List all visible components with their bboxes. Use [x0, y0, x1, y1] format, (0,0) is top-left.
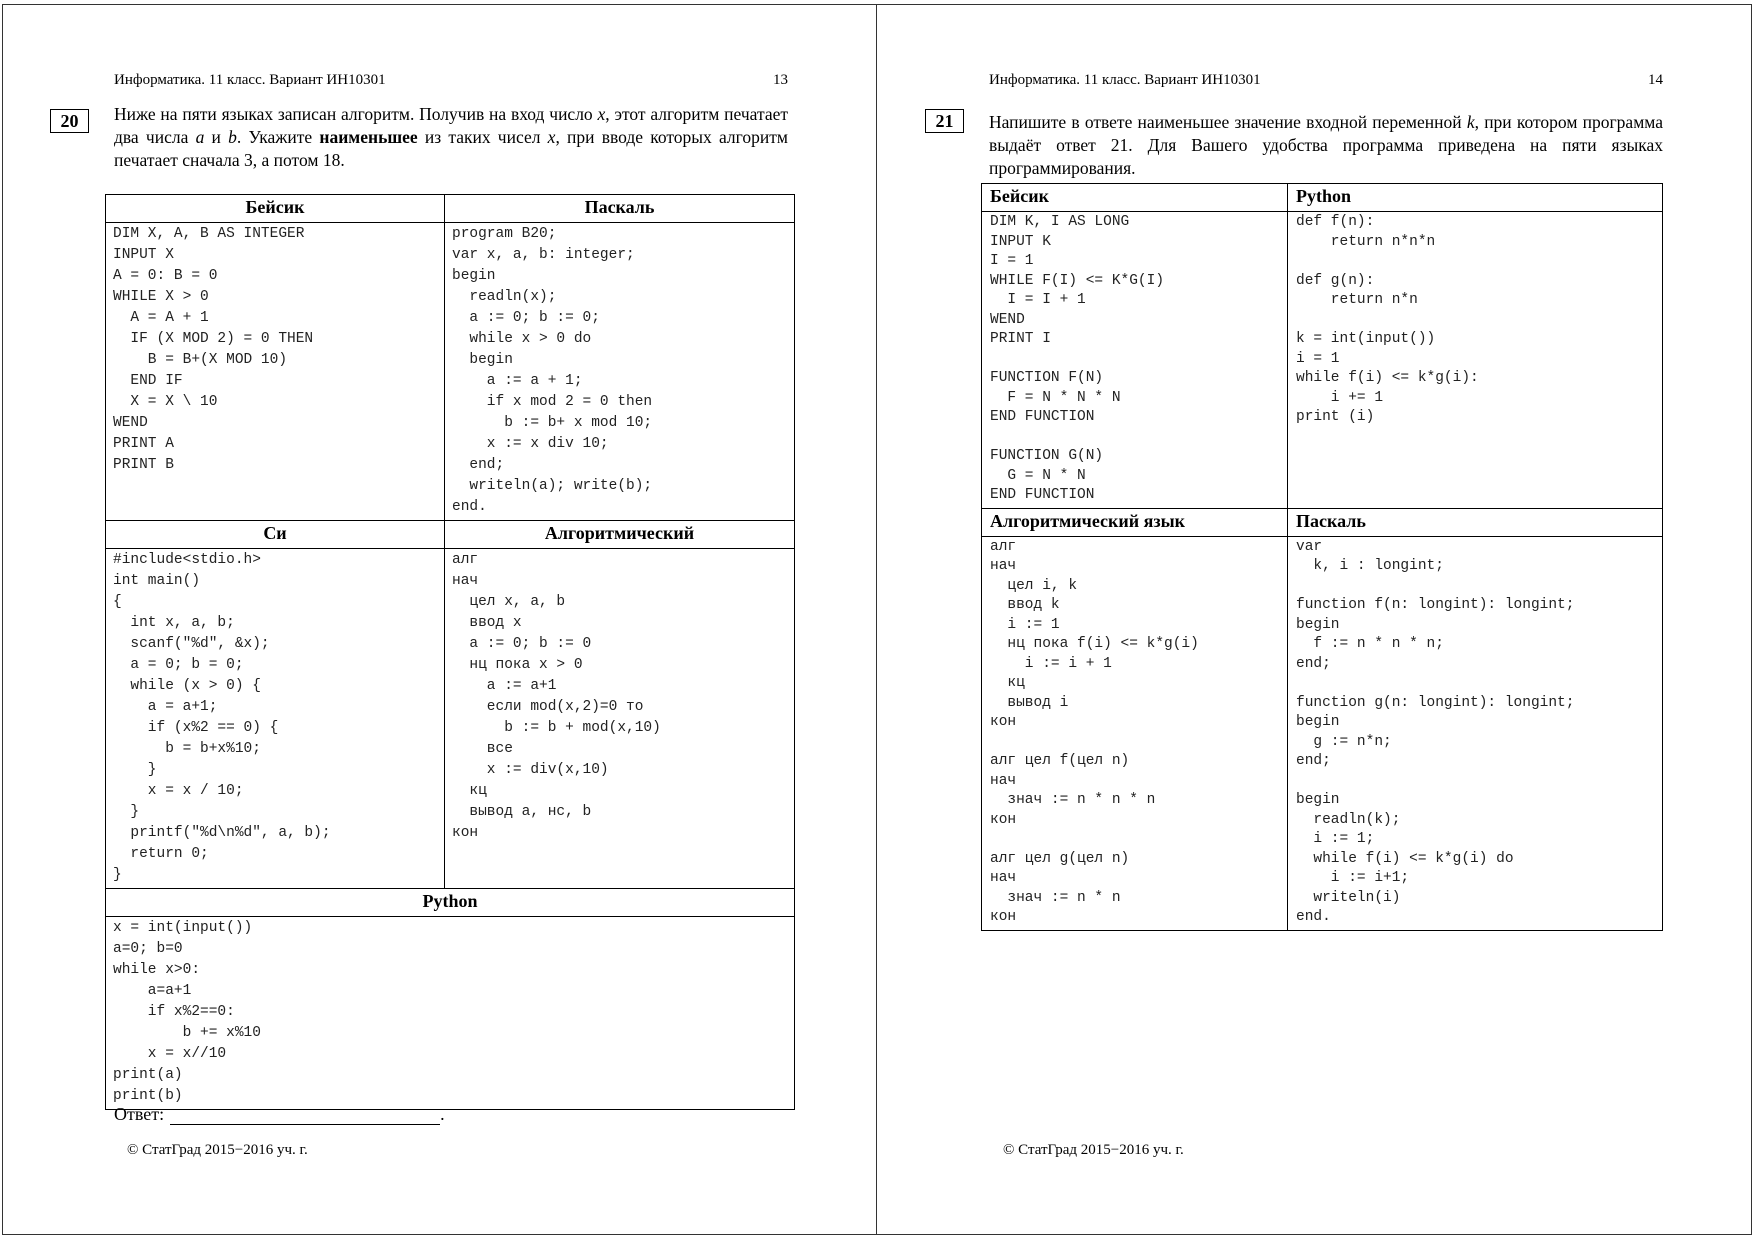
code-pascal: var k, i : longint; function f(n: longint): longint; begin f := n * n * n; end; function g(n: longint): longint; begin g := n*n; end; begin readln(k); i := 1; while f(i) <= k*g(i) do i := i+1; writeln(i) end. [1296, 538, 1575, 925]
page-number: 13 [773, 72, 788, 88]
header-title: Информатика. 11 класс. Вариант ИН10301 [989, 72, 1261, 88]
question-text: Ниже на пяти языках записан алгоритм. Получив на вход число [114, 104, 598, 124]
cell-basic [982, 212, 1288, 509]
header-basic: Бейсик [106, 195, 445, 223]
header-pascal: Паскаль [1288, 508, 1663, 536]
header-pascal: Паскаль [445, 195, 795, 223]
cell-python [1288, 212, 1663, 509]
question-variable: a [195, 127, 205, 147]
header-python: Python [106, 889, 795, 917]
question-variable: x [547, 127, 556, 147]
question-text: , при котором программа выдаёт ответ 21. Для Вашего удобства программа приведена на пяти языках программирования. [989, 112, 1663, 178]
code-python: def f(n): return n*n*n def g(n): return n*n k = int(input()) i = 1 while f(i) <= k*g(i): i += 1 print (i) [1296, 214, 1479, 425]
header-python: Python [1288, 184, 1663, 212]
page-right [876, 4, 1752, 1235]
code-python: x = int(input()) a=0; b=0 while x>0: a=a+1 if x%2==0: b += x%10 x = x//10 print(a) print(b) [113, 920, 261, 1104]
header-algorithmic: Алгоритмический [445, 521, 795, 549]
cell-pascal [445, 223, 795, 521]
page-left [2, 4, 878, 1235]
question-variable: x [597, 104, 606, 124]
cell-python [106, 917, 795, 1110]
page-header [114, 72, 788, 89]
header-basic: Бейсик [982, 184, 1288, 212]
answer-field[interactable] [170, 1106, 440, 1125]
cell-algorithmic [982, 536, 1288, 930]
question-variable: b [228, 127, 237, 147]
task-question [989, 111, 1663, 180]
code-table [981, 183, 1663, 931]
code-basic: DIM K, I AS LONG INPUT K I = 1 WHILE F(I) <= K*G(I) I = I + 1 WEND PRINT I FUNCTION F(N) F = N * N * N END FUNCTION FUNCTION G(N) G = N * N END FUNCTION [990, 214, 1165, 503]
code-basic: DIM X, A, B AS INTEGER INPUT X A = 0: B = 0 WHILE X > 0 A = A + 1 IF (X MOD 2) = 0 THEN B = B+(X MOD 10) END IF X = X \ 10 WEND PRINT A PRINT B [113, 226, 314, 473]
code-table [105, 194, 795, 1110]
cell-basic [106, 223, 445, 521]
question-text: , этот алгоритм печатает два числа [114, 104, 789, 147]
question-emphasis: наименьшее [319, 127, 418, 147]
question-variable: k [1466, 112, 1475, 132]
code-c: #include<stdio.h> int main() { int x, a, b; scanf("%d", &x); a = 0; b = 0; while (x > 0) { a = a+1; if (x%2 == 0) { b = b+x%10; } x = x / 10; } printf("%d\n%d", a, b); return 0; } [113, 552, 331, 883]
code-pascal: program B20; var x, a, b: integer; begin readln(x); a := 0; b := 0; while x > 0 do begin a := a + 1; if x mod 2 = 0 then b := b+ x mod 10; x := x div 10; end; writeln(a); write(b); end. [452, 226, 653, 515]
task-number-box: 21 [925, 109, 964, 133]
cell-algorithmic [445, 549, 795, 889]
page-header [989, 72, 1663, 89]
page-number: 14 [1648, 72, 1663, 88]
question-text: , при вводе которых алгоритм печатает сначала 3, а потом 18. [114, 127, 788, 170]
cell-c [106, 549, 445, 889]
question-text: Напишите в ответе наименьшее значение входной переменной [989, 112, 1467, 132]
code-algorithmic: алг нач цел i, k ввод k i := 1 нц пока f(i) <= k*g(i) i := i + 1 кц вывод i кон алг цел f(цел n) нач знач := n * n * n кон алг цел g(цел n) нач знач := n * n кон [990, 538, 1199, 925]
cell-pascal [1288, 536, 1663, 930]
page-footer: © СтатГрад 2015−2016 уч. г. [127, 1142, 308, 1158]
question-text: из таких чисел [417, 127, 548, 147]
code-algorithmic: алг нач цел x, a, b ввод x a := 0; b := 0 нц пока x > 0 a := a+1 если mod(x,2)=0 то b := b + mod(x,10) все x := div(x,10) кц вывод a, нс, b кон [452, 552, 661, 841]
header-c: Си [106, 521, 445, 549]
header-title: Информатика. 11 класс. Вариант ИН10301 [114, 72, 386, 88]
page-footer: © СтатГрад 2015−2016 уч. г. [1003, 1142, 1184, 1158]
header-algorithmic: Алгоритмический язык [982, 508, 1288, 536]
answer-row [114, 1104, 445, 1125]
answer-period: . [440, 1104, 445, 1124]
answer-label: Ответ: [114, 1104, 165, 1124]
question-text: . Укажите [236, 127, 320, 147]
task-number-box: 20 [50, 109, 89, 133]
question-text: и [204, 127, 229, 147]
task-question [114, 103, 788, 172]
